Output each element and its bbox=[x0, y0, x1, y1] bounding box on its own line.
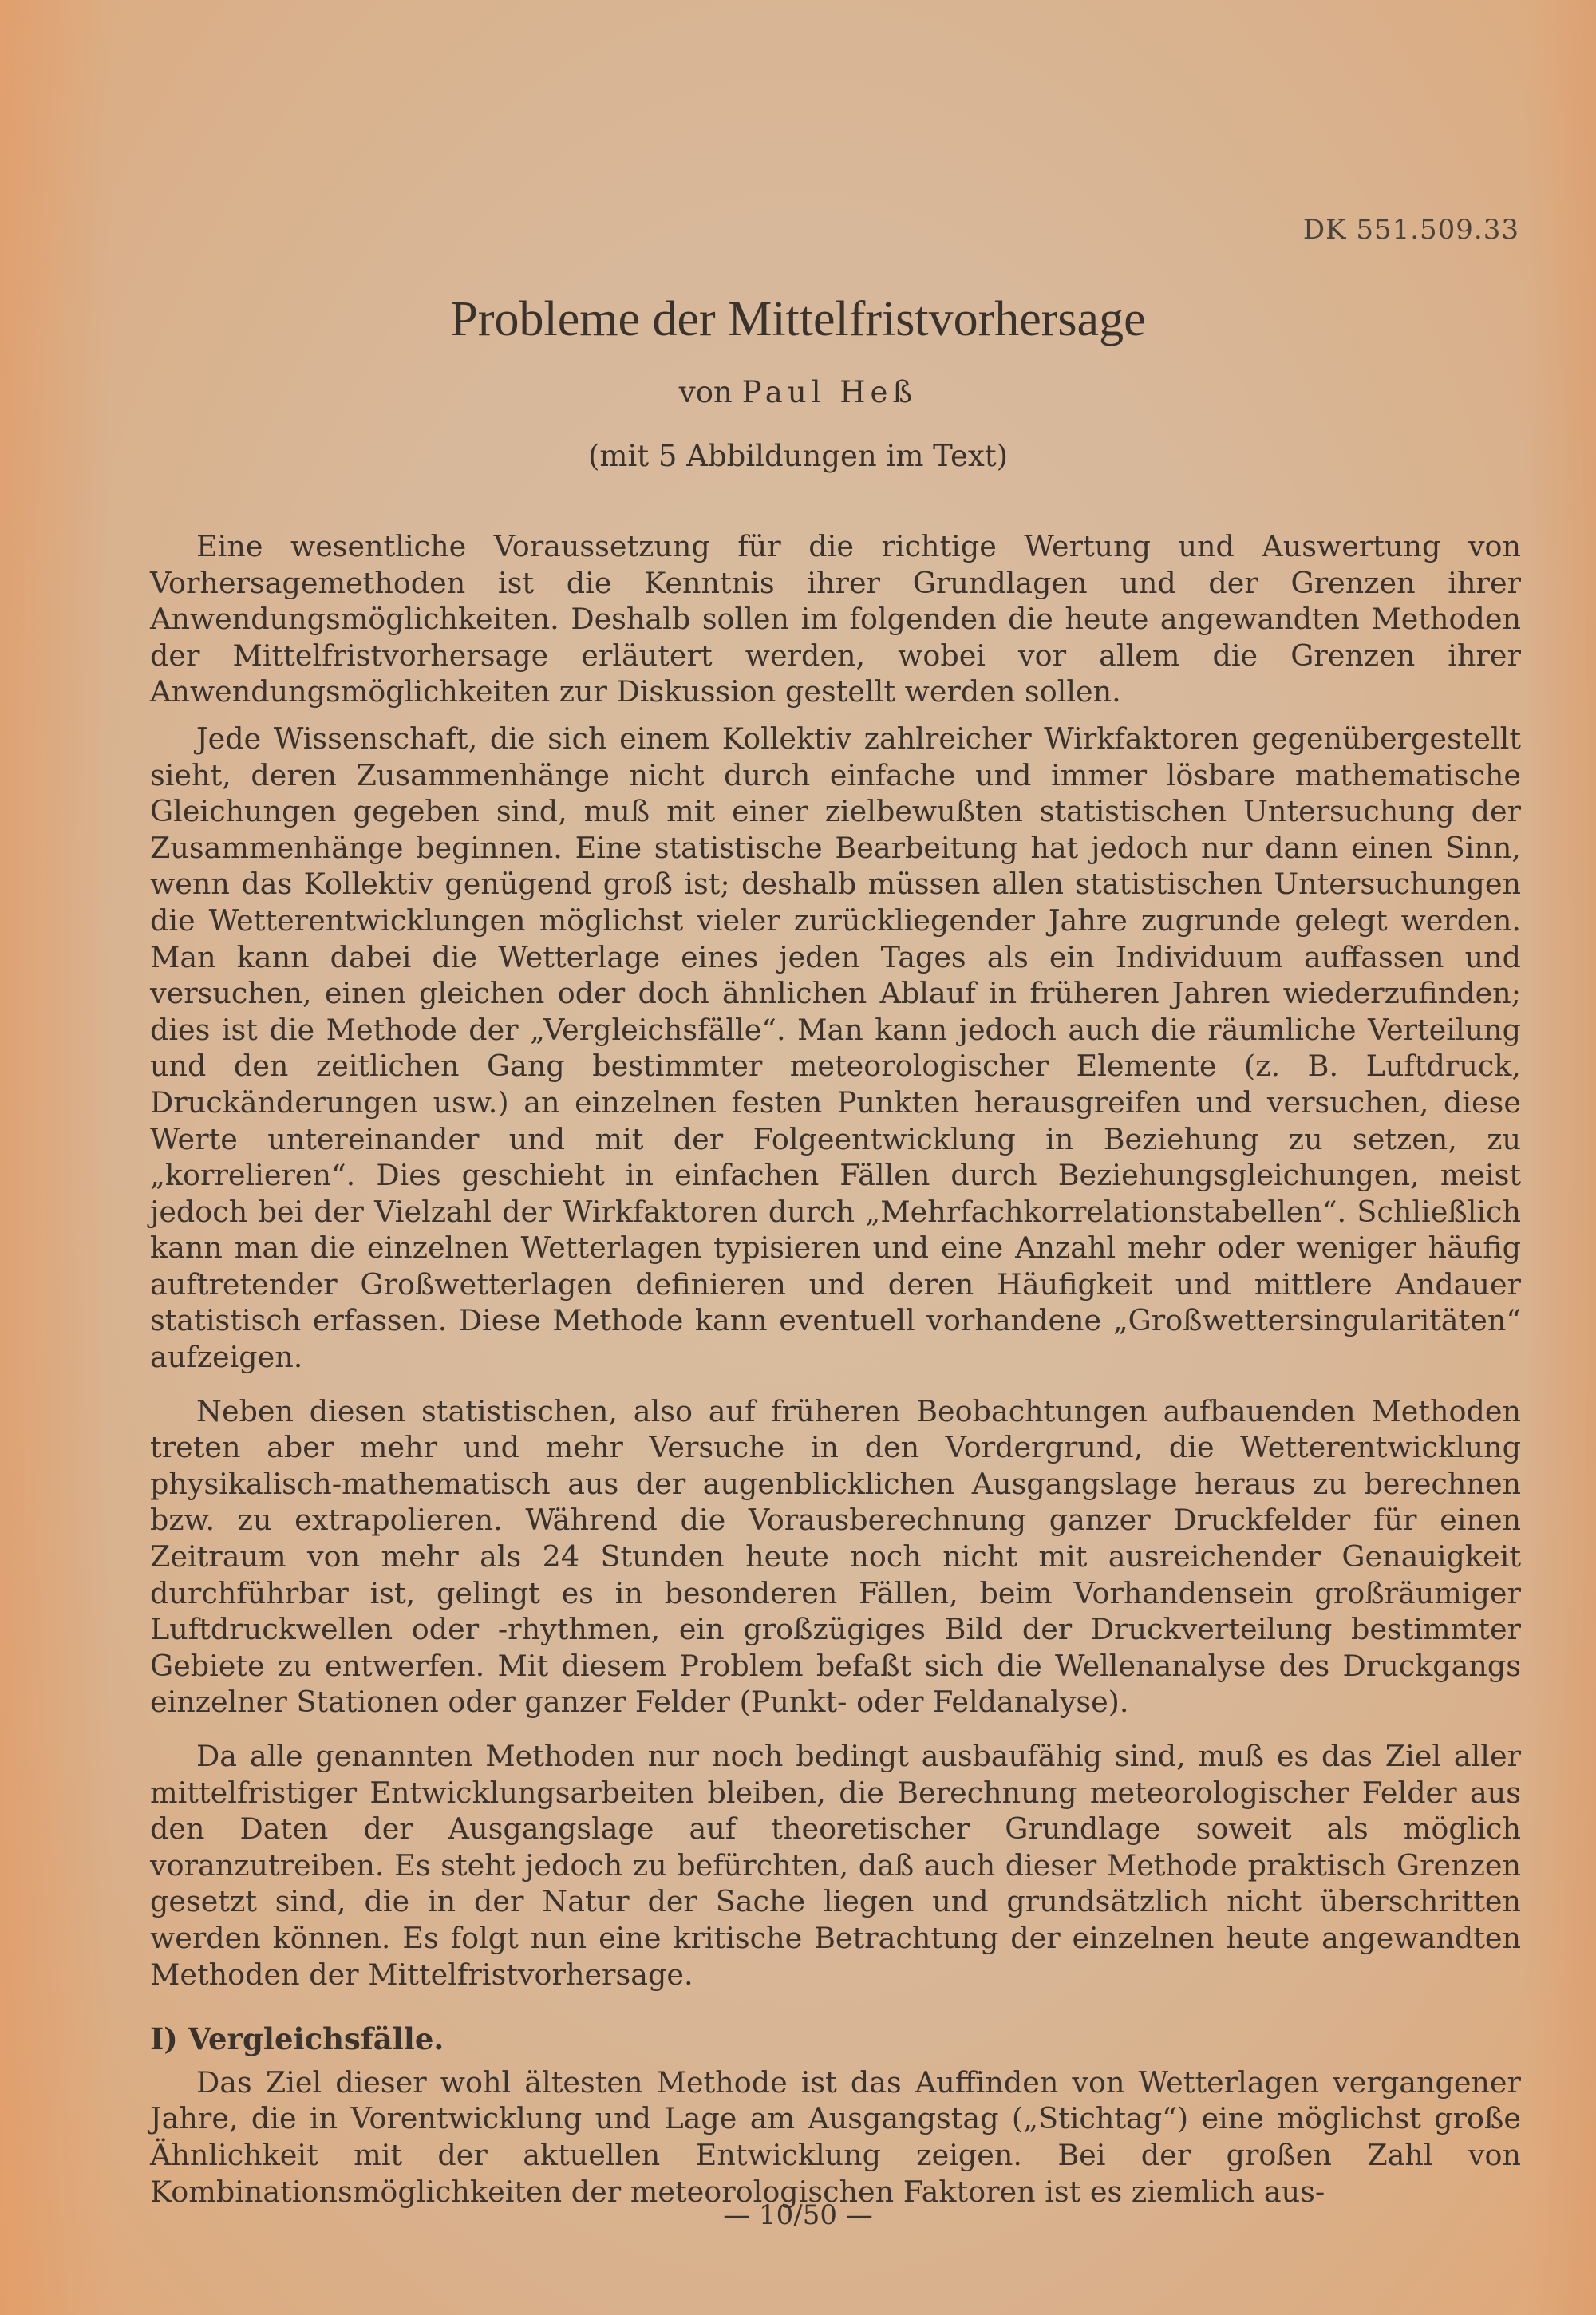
paragraph: Jede Wissenschaft, die sich einem Kollektiv zahlreicher Wirkfaktoren gegenübergestellt sieht, deren Zusammenhänge nicht durch einfache und immer lösbare mathematische Gleichungen gegeben sind, muß mit einer zielbewußten statistischen Untersuchung der Zusammenhänge beginnen. Eine statistische Bearbeitung hat jedoch nur dann einen Sinn, wenn das Kollektiv genügend groß ist; deshalb müssen allen statistischen Untersuchungen die Wetterentwicklungen möglichst vieler zurückliegender Jahre zugrunde gelegt werden. Man kann dabei die Wetterlage eines jeden Tages als ein Individuum auffassen und versuchen, einen gleichen oder doch ähnlichen Ablauf in früheren Jahren wiederzufinden; dies ist die Methode der „Vergleichsfälle“. Man kann jedoch auch die räumliche Verteilung und den zeitlichen Gang bestimmter meteorologischer Elemente (z. B. Luftdruck, Druckänderungen usw.) an einzelnen festen Punkten herausgreifen und versuchen, diese Werte untereinander und mit der Folgeentwicklung in Beziehung zu setzen, zu „korrelieren“. Dies geschieht in einfachen Fällen durch Beziehungsgleichungen, meist jedoch bei der Vielzahl der Wirkfaktoren durch „Mehrfachkorrelationstabellen“. Schließlich kann man die einzelnen Wetterlagen typisieren und eine Anzahl mehr oder weniger häufig auftretender Großwetterlagen definieren und deren Häufigkeit und mittlere Andauer statistisch erfassen. Diese Methode kann eventuell vorhandene „Großwettersingularitäten“ aufzeigen. bbox=[150, 721, 1521, 1375]
paragraph: Das Ziel dieser wohl ältesten Methode ist das Auffinden von Wetterlagen vergangener Jahre, die in Vorentwicklung und Lage am Ausgangstag („Stichtag“) eine möglichst große Ähnlichkeit mit der aktuellen Entwicklung zeigen. Bei der großen Zahl von Kombinationsmöglichkeiten der meteorologischen Faktoren ist es ziemlich aus- bbox=[150, 2064, 1521, 2209]
article-title: Probleme der Mittelfristvorhersage bbox=[450, 292, 1146, 346]
section-heading: I) Vergleichsfälle. bbox=[150, 2021, 444, 2057]
page-number: — 10/50 — bbox=[723, 2199, 873, 2231]
subtitle: (mit 5 Abbildungen im Text) bbox=[587, 439, 1009, 473]
article-body bbox=[150, 528, 1521, 2210]
author-prefix: von bbox=[678, 375, 733, 409]
paragraph: Neben diesen statistischen, also auf früheren Beobachtungen aufbauenden Methoden treten aber mehr und mehr Versuche in den Vordergrund, die Wetterentwicklung physikalisch-mathematisch aus der augenblicklichen Ausgangslage heraus zu berechnen bzw. zu extrapolieren. Während die Vorausberechnung ganzer Druckfelder für einen Zeitraum von mehr als 24 Stunden heute noch nicht mit ausreichender Genauigkeit durchführbar ist, gelingt es in besonderen Fällen, beim Vorhandensein großräumiger Luftdruckwellen oder -rhythmen, ein großzügiges Bild der Druckverteilung bestimmter Gebiete zu entwerfen. Mit diesem Problem befaßt sich die Wellenanalyse des Druckgangs einzelner Stationen oder ganzer Felder (Punkt- oder Feldanalyse). bbox=[150, 1393, 1521, 1720]
author-name: Paul Heß bbox=[741, 375, 918, 409]
dk-classification-number: DK 551.509.33 bbox=[1302, 214, 1519, 246]
paragraph: Eine wesentliche Voraussetzung für die richtige Wertung und Auswertung von Vorhersagemethoden ist die Kenntnis ihrer Grundlagen und der Grenzen ihrer Anwendungsmöglichkeiten. Deshalb sollen im folgenden die heute angewandten Methoden der Mittelfristvorhersage erläutert werden, wobei vor allem die Grenzen ihrer Anwendungsmöglichkeiten zur Diskussion gestellt werden sollen. bbox=[150, 529, 1521, 709]
paragraph: Da alle genannten Methoden nur noch bedingt ausbaufähig sind, muß es das Ziel aller mittelfristiger Entwicklungsarbeiten bleiben, die Berechnung meteorologischer Felder aus den Daten der Ausgangslage auf theoretischer Grundlage soweit als möglich voranzutreiben. Es steht jedoch zu befürchten, daß auch dieser Methode praktisch Grenzen gesetzt sind, die in der Natur der Sache liegen und grundsätzlich nicht überschritten werden können. Es folgt nun eine kritische Betrachtung der einzelnen heute angewandten Methoden der Mittelfristvorhersage. bbox=[150, 1739, 1521, 1992]
author-line bbox=[0, 375, 1596, 409]
